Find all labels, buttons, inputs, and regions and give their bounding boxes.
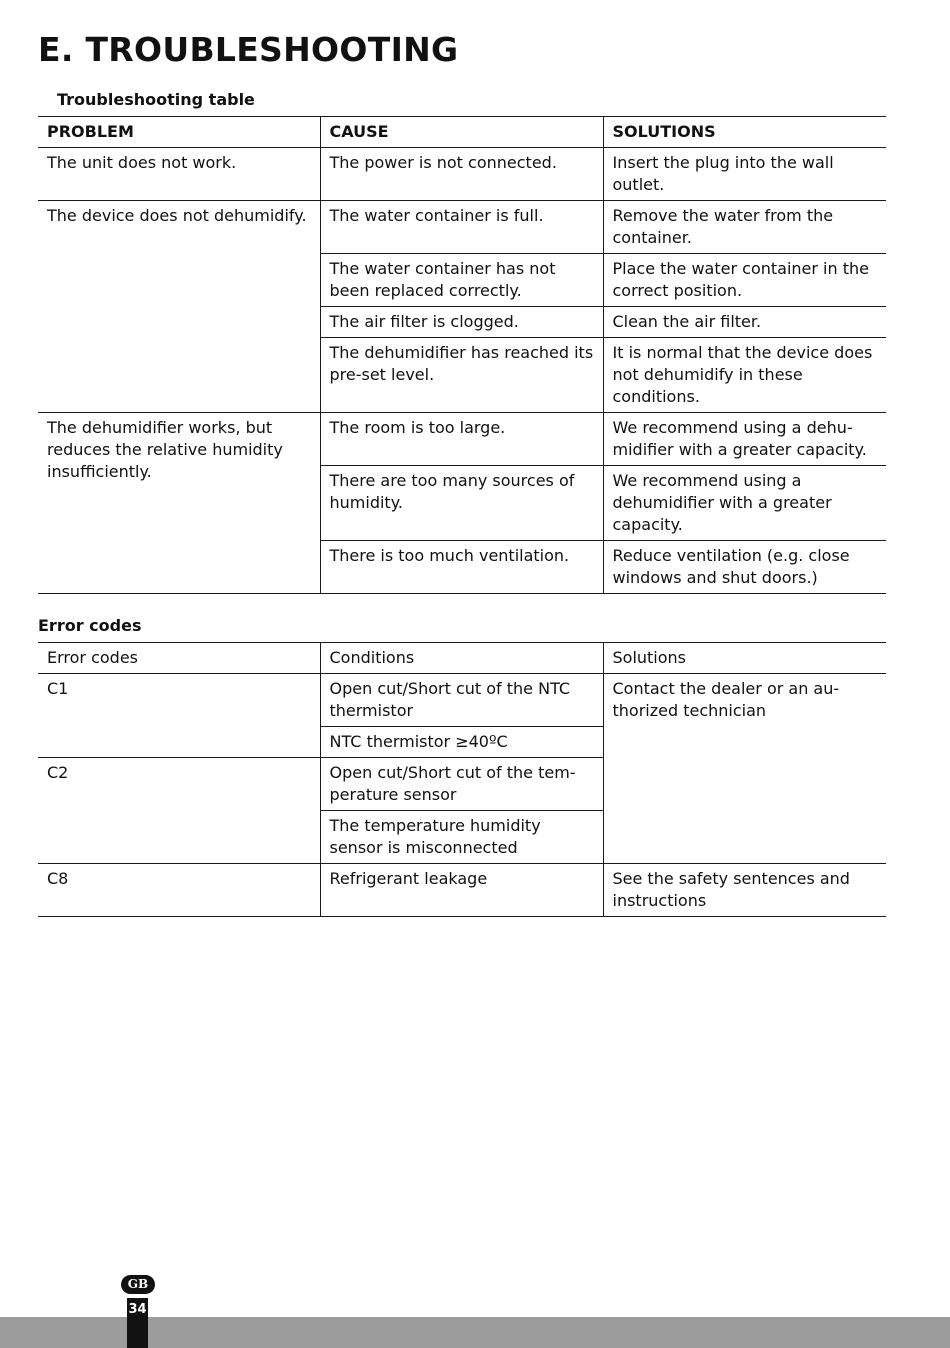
cause-cell: The water container is full. — [320, 201, 603, 254]
condition-cell: Refrigerant leakage — [320, 864, 603, 917]
header-solutions: SOLUTIONS — [603, 117, 886, 148]
table-header-row — [38, 643, 886, 674]
solution-cell: Place the water container in the correct position. — [603, 254, 886, 307]
table-row — [38, 148, 886, 201]
condition-cell: Open cut/Short cut of the tem-perature sensor — [320, 758, 603, 811]
problem-cell: The dehumidifier works, but reduces the relative humidity insufficiently. — [38, 413, 320, 594]
header-error-codes: Error codes — [38, 643, 320, 674]
table-row — [38, 201, 886, 254]
solution-cell: We recommend using a dehu-midifier with a greater capacity. — [603, 413, 886, 466]
page-number: 34 — [127, 1298, 148, 1348]
table-row — [38, 864, 886, 917]
table-row — [38, 674, 886, 727]
cause-cell: There are too many sources of humidity. — [320, 466, 603, 541]
condition-cell: The temperature humidity sensor is misconnected — [320, 811, 603, 864]
cause-cell: The room is too large. — [320, 413, 603, 466]
solution-cell: See the safety sentences and instructions — [603, 864, 886, 917]
problem-cell: The device does not dehumidify. — [38, 201, 320, 413]
cause-cell: The water container has not been replaced correctly. — [320, 254, 603, 307]
solution-cell: Clean the air filter. — [603, 307, 886, 338]
solution-cell: We recommend using a dehumidifier with a greater capacity. — [603, 466, 886, 541]
cause-cell: The dehumidifier has reached its pre-set level. — [320, 338, 603, 413]
error-codes-title: Error codes — [38, 616, 142, 635]
troubleshooting-table-title: Troubleshooting table — [57, 90, 255, 109]
solution-cell: Insert the plug into the wall outlet. — [603, 148, 886, 201]
error-code-cell: C8 — [38, 864, 320, 917]
header-conditions: Conditions — [320, 643, 603, 674]
table-row — [38, 413, 886, 466]
error-code-cell: C1 — [38, 674, 320, 758]
solution-cell: Reduce ventilation (e.g. close windows and shut doors.) — [603, 541, 886, 594]
condition-cell: NTC thermistor ≥40ºC — [320, 727, 603, 758]
language-badge: GB — [121, 1275, 155, 1294]
solution-cell: Contact the dealer or an au-thorized technician — [603, 674, 886, 864]
solution-cell: Remove the water from the container. — [603, 201, 886, 254]
header-problem: PROBLEM — [38, 117, 320, 148]
header-solutions: Solutions — [603, 643, 886, 674]
problem-cell: The unit does not work. — [38, 148, 320, 201]
cause-cell: The air filter is clogged. — [320, 307, 603, 338]
table-header-row — [38, 117, 886, 148]
page-title: E. TROUBLESHOOTING — [38, 30, 459, 69]
cause-cell: There is too much ventilation. — [320, 541, 603, 594]
cause-cell: The power is not connected. — [320, 148, 603, 201]
condition-cell: Open cut/Short cut of the NTC thermistor — [320, 674, 603, 727]
troubleshooting-table — [38, 116, 886, 594]
solution-cell: It is normal that the device does not dehumidify in these conditions. — [603, 338, 886, 413]
error-codes-table — [38, 642, 886, 917]
header-cause: CAUSE — [320, 117, 603, 148]
error-code-cell: C2 — [38, 758, 320, 864]
